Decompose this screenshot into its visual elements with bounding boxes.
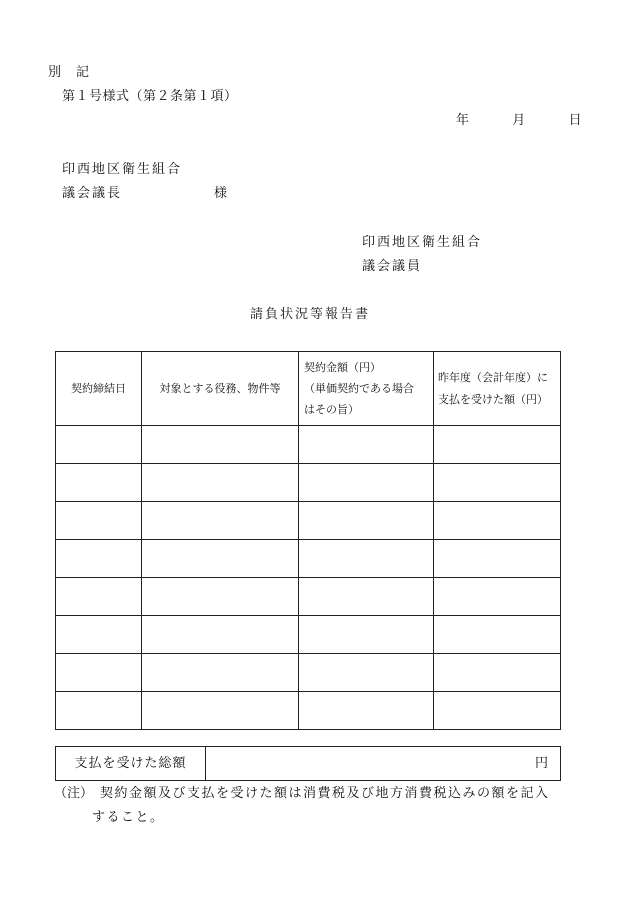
table-cell[interactable] <box>299 616 434 654</box>
total-amount-label: 支払を受けた総額 <box>56 747 206 780</box>
table-cell[interactable] <box>299 654 434 692</box>
date-line <box>456 113 583 129</box>
note-marker: （注） <box>54 786 94 801</box>
addressee-recipient: 議会議長 <box>62 186 123 201</box>
table-cell[interactable] <box>299 540 434 578</box>
total-amount-box <box>55 746 561 781</box>
header-line: はその旨） <box>304 403 359 416</box>
table-cell[interactable] <box>434 616 561 654</box>
table-cell[interactable] <box>434 692 561 730</box>
table-header-row <box>56 352 561 426</box>
sender-title: 議会議員 <box>362 259 423 274</box>
header-line: 契約締結日 <box>71 381 126 395</box>
addressee-honorific: 様 <box>214 186 229 201</box>
sender-org: 印西地区衛生組合 <box>362 235 483 250</box>
table-row <box>56 502 561 540</box>
table-cell[interactable] <box>56 540 142 578</box>
table-cell[interactable] <box>434 540 561 578</box>
table-cell[interactable] <box>56 464 142 502</box>
report-table <box>55 351 561 730</box>
header-contract-amount <box>299 352 434 426</box>
total-amount-unit: 円 <box>534 756 548 771</box>
form-number: 第１号様式（第２条第１項） <box>62 89 238 104</box>
table-row <box>56 464 561 502</box>
table-cell[interactable] <box>142 426 299 464</box>
table-row <box>56 654 561 692</box>
attachment-label: 別 記 <box>48 65 91 80</box>
header-line: 昨年度（会計年度）に <box>438 370 548 384</box>
date-month-label: 月 <box>512 113 527 128</box>
document-title: 請負状況等報告書 <box>250 307 371 322</box>
table-cell[interactable] <box>56 578 142 616</box>
table-cell[interactable] <box>299 692 434 730</box>
header-subject <box>142 352 299 426</box>
table-row <box>56 578 561 616</box>
table-cell[interactable] <box>56 502 142 540</box>
header-amount-received <box>434 352 561 426</box>
table-cell[interactable] <box>142 502 299 540</box>
header-line: （単価契約である場合 <box>304 382 414 395</box>
table-cell[interactable] <box>434 654 561 692</box>
table-cell[interactable] <box>434 464 561 502</box>
table-cell[interactable] <box>56 616 142 654</box>
table-cell[interactable] <box>434 502 561 540</box>
table-cell[interactable] <box>299 502 434 540</box>
table-cell[interactable] <box>142 654 299 692</box>
table-row <box>56 540 561 578</box>
table-cell[interactable] <box>56 426 142 464</box>
table-row <box>56 616 561 654</box>
table-cell[interactable] <box>299 578 434 616</box>
table-cell[interactable] <box>299 464 434 502</box>
header-line: 支払を受けた額（円） <box>438 392 548 406</box>
date-year-label: 年 <box>456 113 471 128</box>
addressee-org: 印西地区衛生組合 <box>62 162 183 177</box>
table-cell[interactable] <box>142 540 299 578</box>
table-cell[interactable] <box>434 578 561 616</box>
header-line: 対象とする役務、物件等 <box>159 381 281 395</box>
table-cell[interactable] <box>142 692 299 730</box>
table-cell[interactable] <box>142 464 299 502</box>
table-cell[interactable] <box>56 692 142 730</box>
table-cell[interactable] <box>56 654 142 692</box>
table-row <box>56 692 561 730</box>
table-cell[interactable] <box>142 578 299 616</box>
table-cell[interactable] <box>142 616 299 654</box>
note-line-1: 契約金額及び支払を受けた額は消費税及び地方消費税込みの額を記入 <box>100 786 550 801</box>
date-day-label: 日 <box>568 113 583 128</box>
table-row <box>56 426 561 464</box>
note-line-2: すること。 <box>92 810 165 825</box>
table-cell[interactable] <box>434 426 561 464</box>
table-cell[interactable] <box>299 426 434 464</box>
header-contract-date <box>56 352 142 426</box>
header-line: 契約金額（円） <box>304 361 381 374</box>
